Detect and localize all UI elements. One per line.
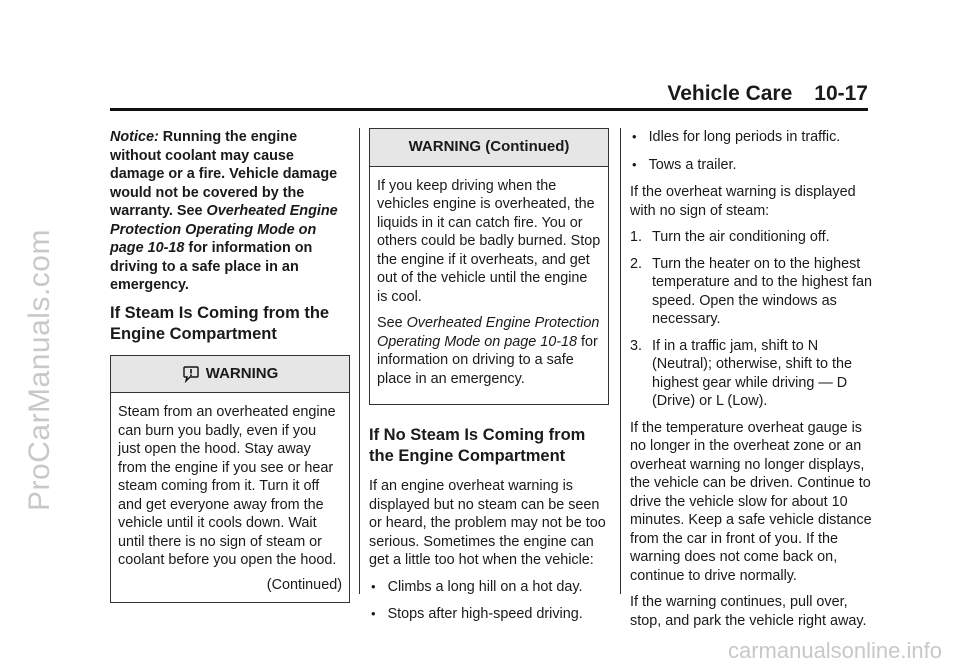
column-divider-1 <box>359 128 360 594</box>
bullet-icon: • <box>371 606 376 621</box>
warning-speech-icon <box>182 365 200 383</box>
step-item <box>630 228 872 247</box>
bullet-icon: • <box>632 129 637 144</box>
bullet-icon: • <box>632 156 637 172</box>
step-number: 1. <box>630 229 643 245</box>
column-2 <box>369 128 609 633</box>
notice-label: Notice: <box>110 129 159 145</box>
heading-steam: If Steam Is Coming from the Engine Compartment <box>110 303 330 343</box>
step-text: Turn the air conditioning off. <box>652 229 830 245</box>
continues-paragraph: If the warning continues, pull over, stop, and park the vehicle right away. <box>630 594 867 629</box>
warning-body-2 <box>370 167 608 405</box>
warning-text-1: Steam from an overheated engine can burn you badly, even if you just open the hood. Stay away from the engine if you see or hear steam coming from it. Turn it off and get everyone away from the vehicle until it cools down. Wait until there is no sign of steam or coolant before you open the hood. <box>118 404 337 568</box>
continued-label: (Continued) <box>266 576 342 593</box>
warning-see: See <box>377 315 403 331</box>
list-item <box>630 128 872 147</box>
warning-box-2 <box>369 128 609 405</box>
notice-text-1: Running the engine without coolant may cause damage or a fire. Vehicle damage would not be covered by the warranty. See <box>110 129 338 219</box>
step-item <box>630 337 872 411</box>
step-number: 3. <box>630 337 643 354</box>
notice-paragraph <box>110 128 350 295</box>
step-number: 2. <box>630 255 643 272</box>
warning-title-2: WARNING (Continued) <box>408 138 570 155</box>
gauge-paragraph: If the temperature overheat gauge is no longer in the overheat zone or an overheat warning no longer displays, the vehicle can be driven. Continue to drive the vehicle slow for about 10 minutes. Keep a safe vehicle distance from the car in front of you. If the warning does not come back on, continue to drive normally. <box>630 419 872 584</box>
heading-no-steam: If No Steam Is Coming from the Engine Compartment <box>369 426 586 465</box>
side-watermark <box>10 110 70 630</box>
warning-title-1: WARNING <box>205 364 279 382</box>
bullet-text: Climbs a long hill on a hot day. <box>387 578 583 595</box>
warning-header-1 <box>111 356 349 394</box>
warning-tail: for information on driving to a safe place in an emergency. <box>377 333 598 387</box>
notice-text-2: for information on driving to a safe place in an emergency. <box>110 240 313 293</box>
bullet-text: Idles for long periods in traffic. <box>648 129 841 145</box>
footer-watermark: carmanualsonline.info <box>727 638 942 663</box>
warning-header-2 <box>370 129 608 167</box>
column-3 <box>630 128 872 638</box>
section-title: Vehicle Care <box>667 82 793 105</box>
notice-ref-link[interactable]: Overheated Engine Protection Operating Mode on page 10-18 <box>110 203 338 256</box>
column-1 <box>110 128 350 603</box>
no-steam-intro: If an engine overheat warning is displayed but no steam can be seen or heard, the problem may not be too serious. Sometimes the engine can get a little too hot when the vehicle: <box>369 478 606 568</box>
step-item <box>630 255 872 329</box>
column-divider-2 <box>620 128 621 594</box>
header-rule <box>110 108 868 111</box>
list-item <box>630 156 872 175</box>
warning-body-1 <box>111 393 349 602</box>
warning-box-1 <box>110 355 350 604</box>
warning-text-2: If you keep driving when the vehicles engine is overheated, the liquids in it can catch fire. You or others could be badly burned. Stop the engine if it overheats, and get out of the vehicle until the engine is cool. <box>377 177 601 305</box>
warning-see-paragraph <box>377 314 601 388</box>
bullet-text: Tows a trailer. <box>648 156 737 173</box>
side-watermark-text: ProCarManuals.com <box>23 229 56 511</box>
bullet-text: Stops after high-speed driving. <box>387 606 583 622</box>
no-steam-steps-intro: If the overheat warning is displayed with no sign of steam: <box>630 184 856 219</box>
list-item <box>369 578 609 597</box>
warning-ref-link[interactable]: Overheated Engine Protection Operating Mode on page 10-18 <box>377 315 600 350</box>
list-item <box>369 605 609 624</box>
page-number: 10-17 <box>814 82 868 105</box>
step-text: If in a traffic jam, shift to N (Neutral); otherwise, shift to the highest gear while driving — D (Drive) or L (Low). <box>652 337 852 409</box>
page-header <box>667 82 868 106</box>
step-text: Turn the heater on to the highest temperature and to the highest fan speed. Open the windows as necessary. <box>652 255 873 327</box>
bullet-icon: • <box>371 578 376 594</box>
